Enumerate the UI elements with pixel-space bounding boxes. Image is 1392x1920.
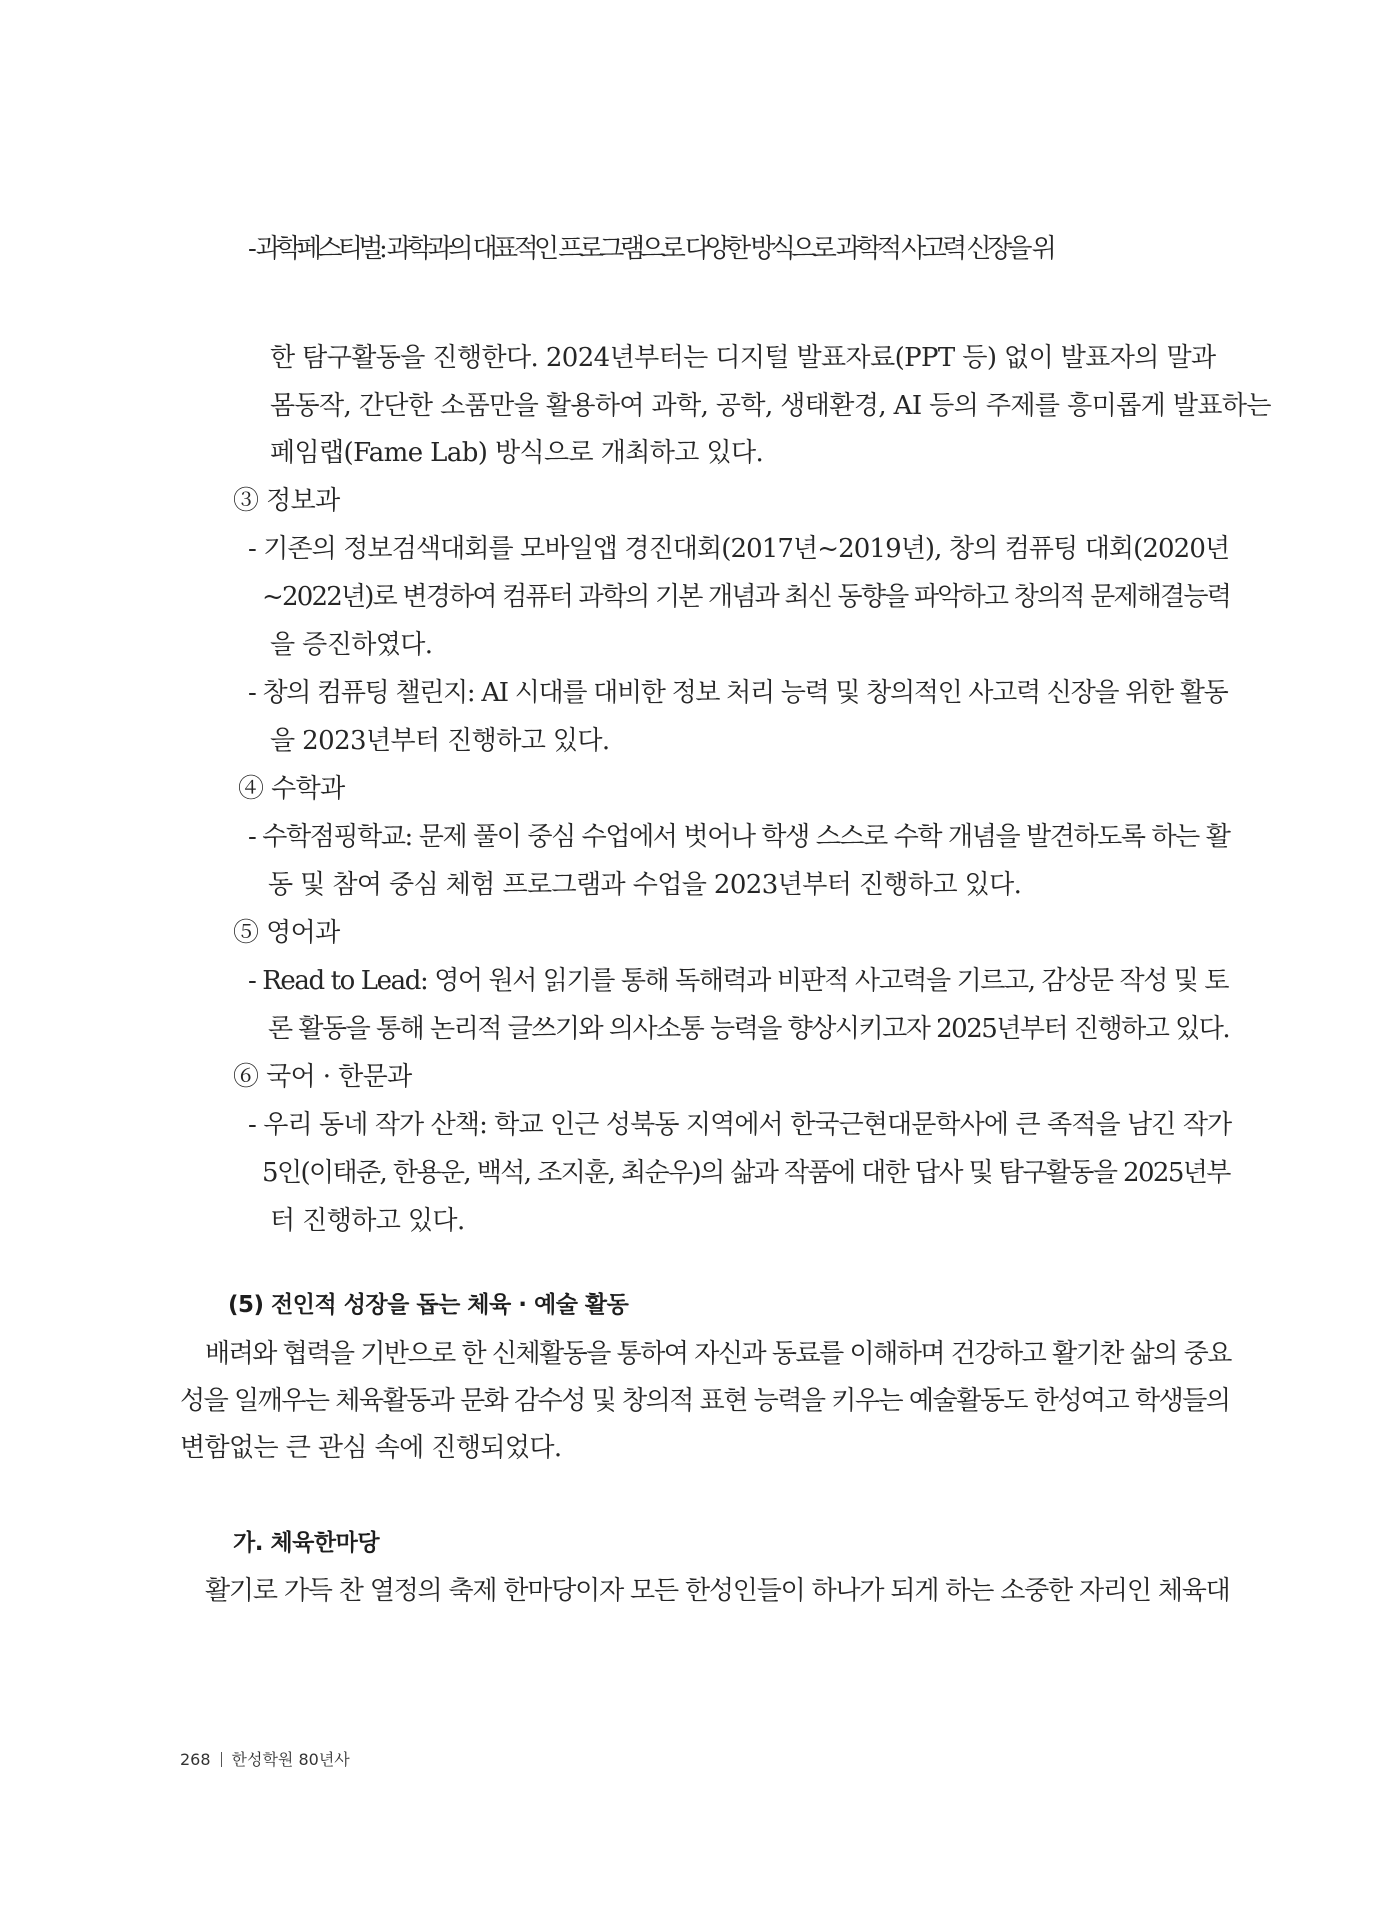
book-title: 한성학원 80년사: [231, 1750, 350, 1769]
body-line: 몸동작, 간단한 소품만을 활용하여 과학, 공학, 생태환경, AI 등의 주제를 흥미롭게 발표하는: [270, 391, 1271, 421]
subject-heading-english: ⑤ 영어과: [233, 918, 340, 948]
body-line: 동 및 참여 중심 체험 프로그램과 수업을 2023년부터 진행하고 있다.: [268, 870, 1022, 900]
body-line: 론 활동을 통해 논리적 글쓰기와 의사소통 능력을 향상시키고자 2025년부터 진행하고 있다.: [268, 1014, 1230, 1044]
paragraph-line: 배려와 협력을 기반으로 한 신체활동을 통하여 자신과 동료를 이해하며 건강하고 활기찬 삶의 중요: [205, 1339, 1231, 1369]
paragraph-line: 변함없는 큰 관심 속에 진행되었다.: [180, 1433, 562, 1463]
body-line: 을 2023년부터 진행하고 있다.: [270, 726, 610, 756]
body-line: 을 증진하였다.: [270, 630, 433, 660]
page-number: 268: [180, 1750, 211, 1769]
subject-heading-math: ④ 수학과: [238, 774, 345, 804]
subject-heading-informatics: ③ 정보과: [233, 486, 340, 516]
body-line: 5인(이태준, 한용운, 백석, 조지훈, 최순우)의 삶과 작품에 대한 답사 및 탐구활동을 2025년부: [262, 1158, 1230, 1188]
subject-heading-korean-classics: ⑥ 국어 · 한문과: [233, 1062, 412, 1092]
body-line: ~2022년)로 변경하여 컴퓨터 과학의 기본 개념과 최신 동향을 파악하고 창의적 문제해결능력: [262, 582, 1231, 612]
body-line: 터 진행하고 있다.: [270, 1206, 465, 1236]
body-line: - 창의 컴퓨팅 챌린지: AI 시대를 대비한 정보 처리 능력 및 창의적인 사고력 신장을 위한 활동: [248, 678, 1228, 708]
page-footer: [180, 1750, 350, 1770]
body-line: - 우리 동네 작가 산책: 학교 인근 성북동 지역에서 한국근현대문학사에 큰 족적을 남긴 작가: [248, 1110, 1232, 1140]
body-line: 한 탐구활동을 진행한다. 2024년부터는 디지털 발표자료(PPT 등) 없이 발표자의 말과: [270, 343, 1216, 373]
section-heading-5: (5) 전인적 성장을 돕는 체육 · 예술 활동: [228, 1292, 629, 1318]
body-line: - Read to Lead: 영어 원서 읽기를 통해 독해력과 비판적 사고력을 기르고, 감상문 작성 및 토: [248, 966, 1229, 996]
body-line: - 수학점핑학교: 문제 풀이 중심 수업에서 벗어나 학생 스스로 수학 개념을 발견하도록 하는 활: [248, 822, 1230, 852]
body-line: 페임랩(Fame Lab) 방식으로 개최하고 있다.: [270, 438, 764, 468]
subsection-heading-ga: 가. 체육한마당: [233, 1530, 380, 1556]
paragraph-line: 성을 일깨우는 체육활동과 문화 감수성 및 창의적 표현 능력을 키우는 예술활동도 한성여고 학생들의: [180, 1386, 1230, 1416]
paragraph-line: 활기로 가득 찬 열정의 축제 한마당이자 모든 한성인들이 하나가 되게 하는 소중한 자리인 체육대: [205, 1576, 1230, 1606]
body-line: - 과학페스티벌: 과학과의 대표적인 프로그램으로 다양한 방식으로 과학적 사고력 신장을 위: [248, 234, 1053, 264]
body-line: - 기존의 정보검색대회를 모바일앱 경진대회(2017년~2019년), 창의 컴퓨팅 대회(2020년: [248, 534, 1230, 564]
footer-divider: [221, 1752, 222, 1767]
